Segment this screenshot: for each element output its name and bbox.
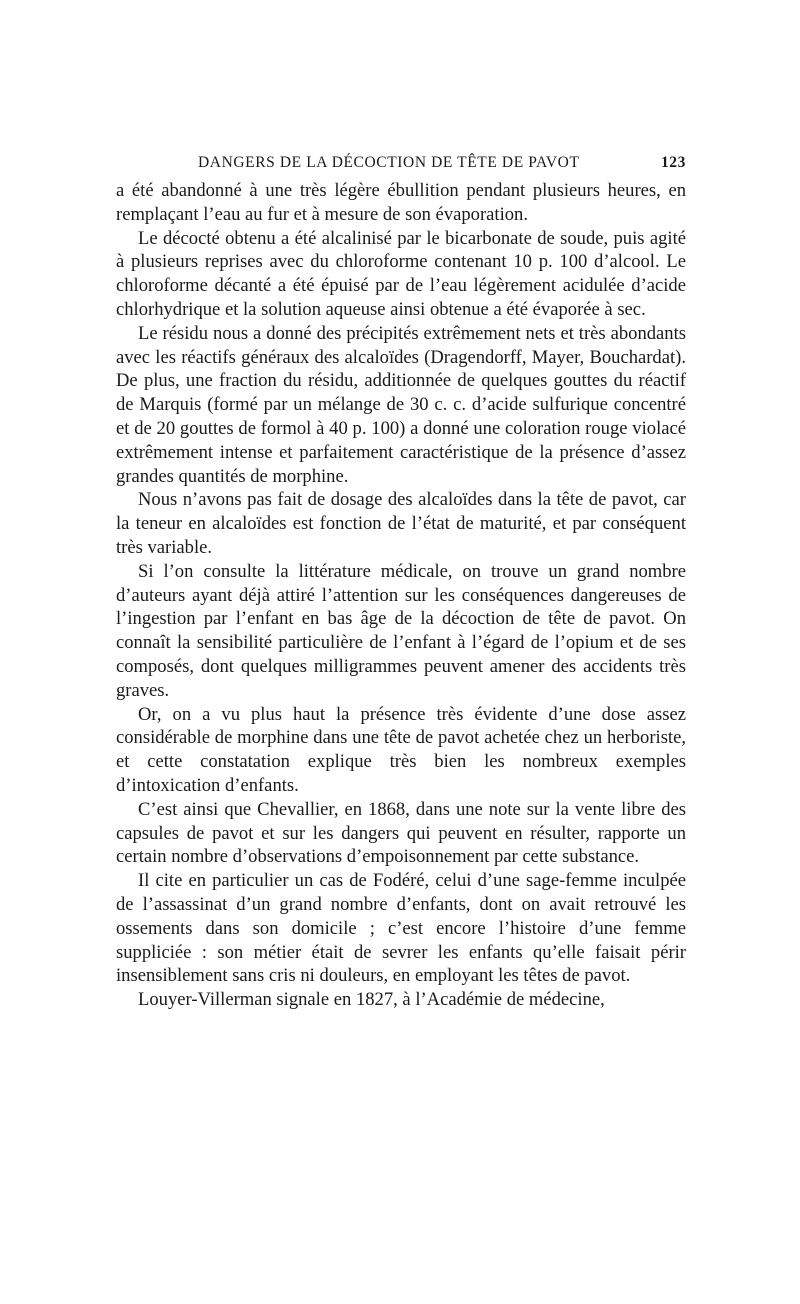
- running-header: [116, 150, 686, 176]
- paragraph-6: Or, on a vu plus haut la présence très évidente d’une dose assez considérable de morphine dans une tête de pavot achetée chez un herboriste, et cette constatation explique très bien les nombreux exemples d’intoxication d’enfants.: [116, 703, 686, 796]
- paragraph-3: Le résidu nous a donné des précipités extrêmement nets et très abondants avec les réactifs généraux des alcaloïdes (Dragendorff, Mayer, Bouchardat). De plus, une fraction du résidu, additionnée de quelques gouttes du réactif de Marquis (formé par un mélange de 30 c. c. d’acide sulfurique concentré et de 20 gouttes de formol à 40 p. 100) a donné une coloration rouge violacé extrêmement intense et parfaitement caractéristique de la présence d’assez grandes quantités de morphine.: [116, 322, 686, 487]
- paragraph-1: a été abandonné à une très légère ébullition pendant plusieurs heures, en remplaçant l’eau au fur et à mesure de son évaporation.: [116, 180, 686, 225]
- book-page: [116, 150, 686, 1012]
- paragraph-8: Il cite en particulier un cas de Fodéré, celui d’une sage-femme inculpée de l’assassinat d’un grand nombre d’enfants, dont on avait retrouvé les ossements dans son domicile ; c’est encore l’histoire d’une femme suppliciée : son métier était de sevrer les enfants qu’elle faisait périr insensiblement sans cris ni douleurs, en employant les têtes de pavot.: [116, 870, 686, 987]
- paragraph-4: Nous n’avons pas fait de dosage des alcaloïdes dans la tête de pavot, car la teneur en alcaloïdes est fonction de l’état de maturité, et par conséquent très variable.: [116, 489, 686, 558]
- paragraph-5: Si l’on consulte la littérature médicale, on trouve un grand nombre d’auteurs ayant déjà attiré l’attention sur les conséquences dangereuses de l’ingestion par l’enfant en bas âge de la décoction de tête de pavot. On connaît la sensibilité particulière de l’enfant à l’égard de l’opium et de ses composés, dont quelques milligrammes peuvent amener des accidents très graves.: [116, 560, 686, 701]
- body-text: [116, 179, 686, 1012]
- running-title: DANGERS DE LA DÉCOCTION DE TÊTE DE PAVOT: [198, 154, 580, 171]
- paragraph-9: Louyer-Villerman signale en 1827, à l’Académie de médecine,: [138, 989, 605, 1011]
- paragraph-7: C’est ainsi que Chevallier, en 1868, dans une note sur la vente libre des capsules de pavot et sur les dangers qui peuvent en résulter, rapporte un certain nombre d’observations d’empoisonnement par cette substance.: [116, 798, 686, 868]
- page-number: 123: [660, 154, 686, 171]
- paragraph-2: Le décocté obtenu a été alcalinisé par le bicarbonate de soude, puis agité à plusieurs reprises avec du chloroforme contenant 10 p. 100 d’alcool. Le chloroforme décanté a été épuisé par de l’eau légèrement acidulée d’acide chlorhydrique et la solution aqueuse ainsi obtenue a été évaporée à sec.: [116, 227, 686, 320]
